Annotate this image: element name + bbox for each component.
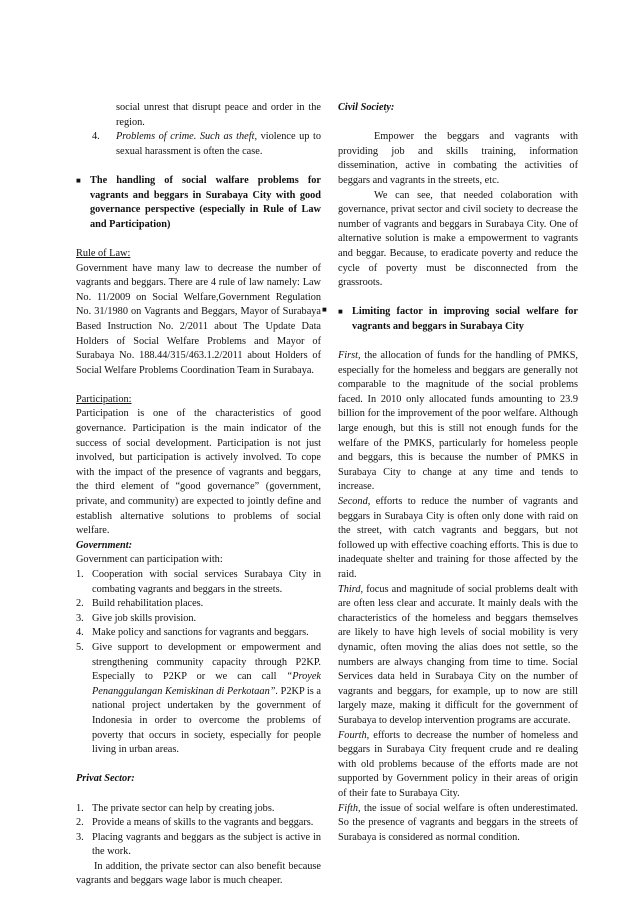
- factor-second: [338, 495, 578, 583]
- list-number: 1.: [76, 802, 84, 814]
- list-number: 5.: [76, 641, 84, 653]
- p2kp-text-b: P2KP is a national project undertaken by the government of Indonesia in order to overcome the problems of poverty that occurs in society, especially for people living in urban areas.: [92, 685, 321, 756]
- factor-lead: First,: [338, 350, 361, 362]
- list-item: [76, 641, 321, 758]
- list-text: Provide a means of skills to the vagrants and beggars.: [92, 817, 314, 829]
- private-sector-closing: In addition, the private sector can also benefit because vagrants and beggars wage labor is much cheaper.: [76, 860, 321, 887]
- list-item: [76, 568, 321, 597]
- list-number: 3.: [76, 831, 84, 843]
- private-sector-list: [76, 802, 321, 860]
- government-intro: Government can participation with:: [76, 554, 223, 566]
- section-heading-limiting: [338, 305, 578, 334]
- factor-text: the allocation of funds for the handling of PMKS, especially for the homeless and beggars are generally not comparable to the magnitude of the social problems faced. In 2010 only allocated funds amounting to 23.9 billion for the improvement of the poor welfare. Although large enough, but this is still not enough funds for the welfare of the PMKS, particularly for homeless people and beggars, this is because the number of PMKS in Surabaya City to change at any time and tends to increase.: [338, 350, 578, 493]
- civil-society-paragraph-2: We can see, that needed colaboration with governance, privat sector and civil society to decrease the number of vagrants and beggars in Surabaya City. One of alternative solution is make a empowerment to vagrants and beggar. Because, to eradicate poverty and reduce the cycle of poverty must be disconnected from the grassroots.: [338, 189, 578, 289]
- factor-fifth: [338, 802, 578, 846]
- list-text: Give job skills provision.: [92, 612, 197, 624]
- government-title: Government:: [76, 539, 133, 551]
- right-column: [338, 101, 578, 845]
- list-continuation: social unrest that disrupt peace and order in the region.: [116, 102, 321, 128]
- list-number: 2.: [76, 817, 84, 829]
- factor-lead: Second,: [338, 496, 371, 508]
- heading-text: The handling of social walfare problems for vagrants and beggars in Surabaya City with good governance perspective (especially in Rule of Law and Participation): [90, 174, 321, 230]
- rule-of-law-title: Rule of Law:: [76, 247, 131, 259]
- factor-fourth: [338, 729, 578, 802]
- civil-society-paragraph-1: Empower the beggars and vagrants with providing job and skills training, information dissemination, active in combating the activities of beggars and vagrants in the streets, etc.: [338, 131, 578, 186]
- factor-text: efforts to reduce the number of vagrants and beggars in Surabaya City is often only done with raid on the street, with catch vagrants and beggars, but not followed up with effective coaching efforts. This is due to inadequate shelter and training for those affected by the raid.: [338, 496, 578, 580]
- government-list: [76, 568, 321, 758]
- factor-lead: Fifth,: [338, 802, 361, 814]
- list-text: Build rehabilitation places.: [92, 598, 204, 610]
- list-text: [116, 130, 321, 159]
- square-bullet-icon: ■: [76, 175, 81, 185]
- civil-society-title: Civil Society:: [338, 102, 395, 113]
- list-item: [76, 831, 321, 860]
- list-number: 4.: [76, 627, 84, 639]
- list-number: 3.: [76, 612, 84, 624]
- square-bullet-icon: ■: [322, 305, 327, 314]
- list-item: [76, 626, 321, 641]
- list-text: The private sector can help by creating jobs.: [92, 802, 275, 814]
- factor-third: [338, 583, 578, 729]
- factor-text: focus and magnitude of social problems dealt with are often less clear and accurate. It mainly deals with the characteristics of the homeless and beggars themselves are likely to have high levels of social mobility is very dynamic, often moving the alias does not settle, so the numbers are always changing from time to time. Social Services data held in Surabaya City on the number of vagrants and beggars, for example, up to now are still largely maze, making it difficult for the government of Surabaya to develop intervention programs are accurate.: [338, 583, 578, 726]
- list-item: [76, 816, 321, 831]
- factor-first: [338, 349, 578, 495]
- left-column: [76, 101, 321, 889]
- section-heading-handling: [76, 174, 321, 232]
- list-text: Cooperation with social services Surabaya City in combating vagrants and beggars in the streets.: [92, 569, 321, 595]
- list-text: Placing vagrants and beggars as the subject is active in the work.: [92, 831, 321, 858]
- list-number: 4.: [92, 131, 100, 143]
- participation-title: Participation:: [76, 393, 132, 405]
- list-item: [76, 802, 321, 817]
- heading-text: Limiting factor in improving social welfare for vagrants and beggars in Surabaya City: [352, 306, 578, 332]
- crime-rest: violence up to sexual harassment is often the case.: [116, 131, 321, 157]
- square-bullet-icon: ■: [338, 307, 343, 317]
- p2kp-italic: “Proyek Penanggulangan Kemiskinan di Perkotaan”.: [92, 671, 321, 697]
- list-number: 1.: [76, 569, 84, 580]
- factor-lead: Fourth,: [338, 729, 370, 741]
- crime-italic: Problems of crime. Such as theft,: [116, 131, 258, 143]
- rule-of-law-paragraph: Government have many law to decrease the number of vagrants and beggars. There are 4 rule of law namely: Law No. 11/2009 on Social Welfare,Government Regulation No. 31/1980 on Vagrants and Beggars, Mayor of Surabaya Based Instruction No. 2/2011 about The Update Data Holders of Social Welfare Problems and Mayor of Surabaya No. 188.44/315/463.1.2/2011 about Holders of Social Welfare Problems Coordination Team in Surabaya.: [76, 262, 321, 376]
- list-text: [92, 641, 321, 758]
- list-item-crime: [76, 130, 321, 159]
- factor-text: the issue of social welfare is often underestimated. So the presence of vagrants and beggars in the streets of Surabaya is considered as normal condition.: [338, 802, 578, 843]
- list-text: Make policy and sanctions for vagrants and beggars.: [92, 627, 309, 639]
- private-sector-title: Privat Sector:: [76, 773, 135, 785]
- list-number: 2.: [76, 598, 84, 610]
- list-item: [76, 612, 321, 627]
- factor-lead: Third,: [338, 583, 364, 595]
- list-item: [76, 597, 321, 612]
- participation-paragraph: Participation is one of the characteristics of good governance. Participation is the main indicator of the success of social development. Participation is not just involved, but participation is actively involved. To cope with the impact of the presence of vagrants and beggars, the third element of “good governance” (government, private, and community) are expected to jointly define and establish alternative solutions to problems of social welfare.: [76, 408, 321, 537]
- factor-text: efforts to decrease the number of homeless and beggars in Surabaya City frequent crude and re dealing with old problems because of the efforts made are not supported by Government policy in their areas of origin of their fate to Surabaya City.: [338, 729, 578, 799]
- p2kp-text-a: Give support to development or empowerment and strengthening community capacity through P2KP. Especially to P2KP or we can call: [92, 641, 321, 683]
